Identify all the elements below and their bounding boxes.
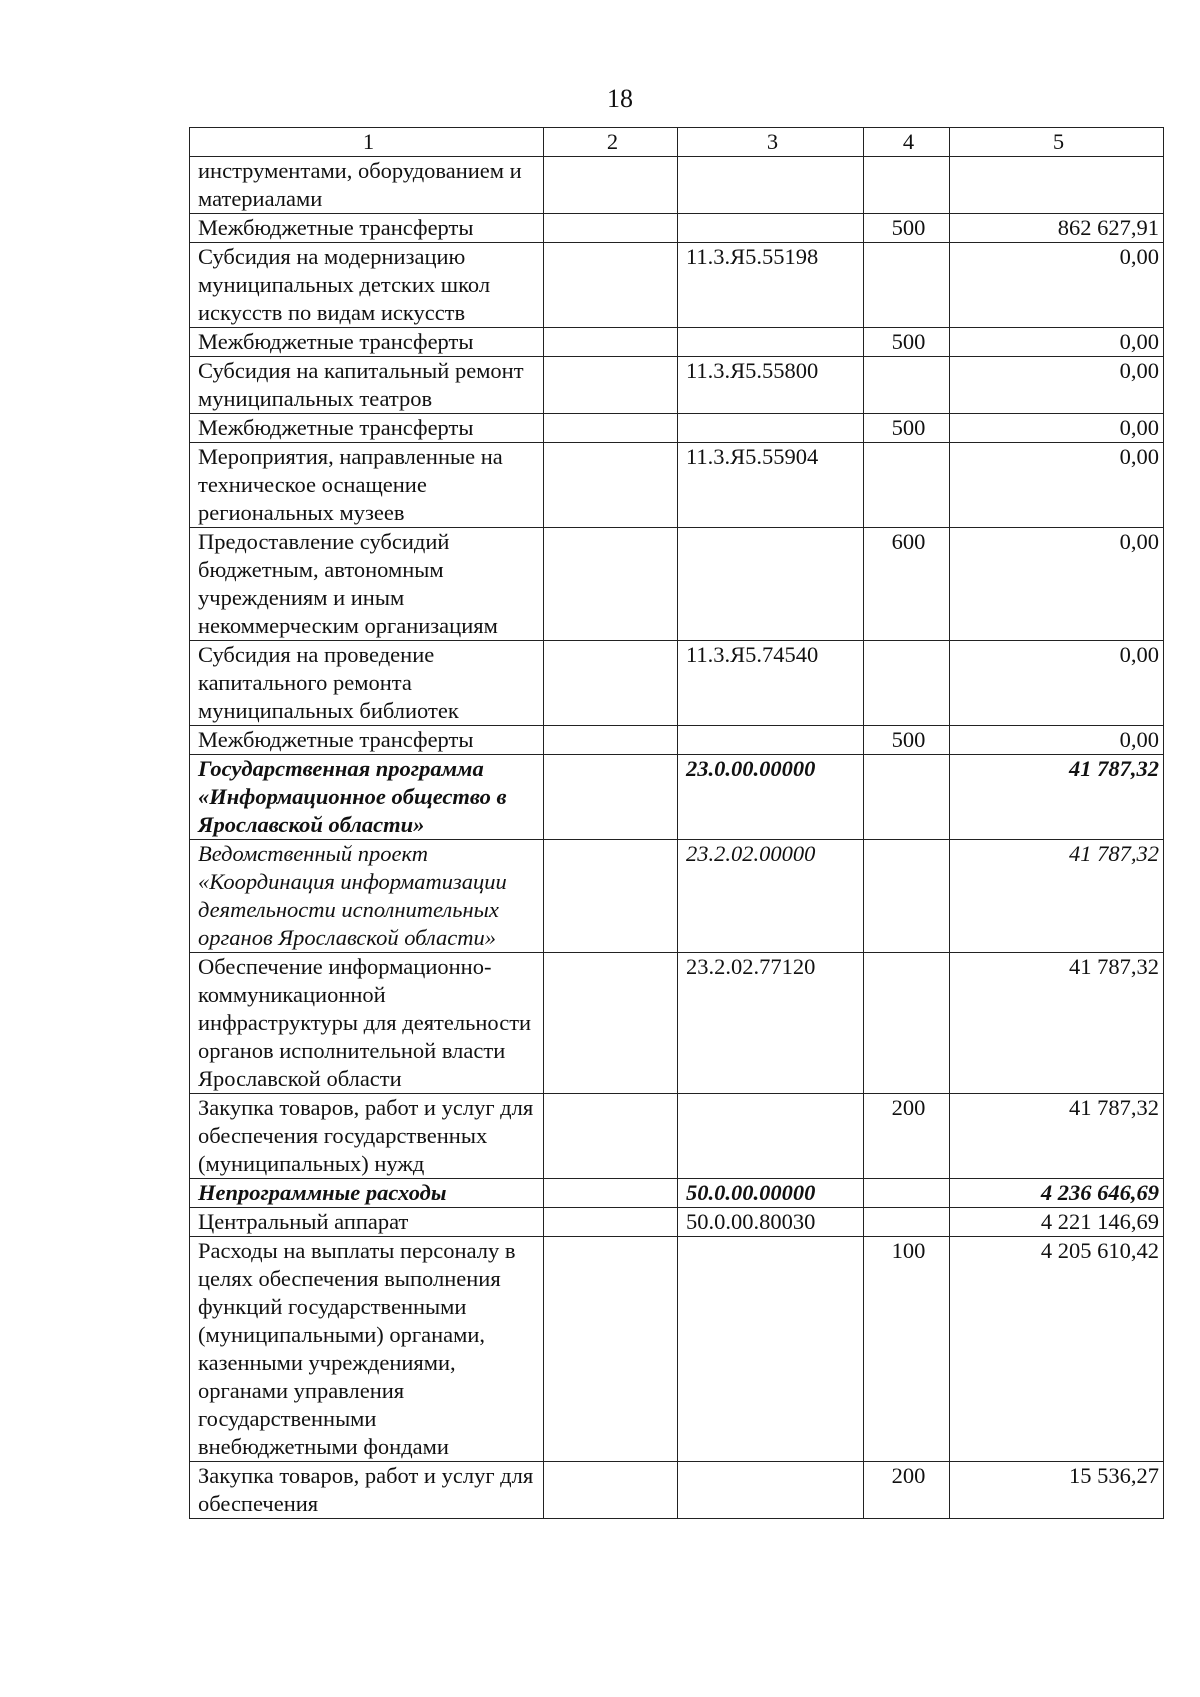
table-row: [190, 357, 1164, 414]
row-target-article: 11.3.Я5.74540: [678, 641, 864, 726]
row-expense-type: [864, 641, 950, 726]
row-section: [544, 1237, 678, 1462]
row-name: Субсидия на капитальный ремонт муниципальных театров: [190, 357, 544, 414]
row-section: [544, 357, 678, 414]
table-row: [190, 953, 1164, 1094]
row-amount: 0,00: [950, 641, 1164, 726]
row-amount: 0,00: [950, 726, 1164, 755]
row-section: [544, 641, 678, 726]
row-section: [544, 528, 678, 641]
row-target-article: [678, 726, 864, 755]
header-col-2: 2: [544, 128, 678, 157]
row-target-article: [678, 214, 864, 243]
table-row: [190, 1179, 1164, 1208]
row-target-article: [678, 1462, 864, 1519]
row-target-article: 23.2.02.77120: [678, 953, 864, 1094]
row-section: [544, 443, 678, 528]
row-expense-type: 600: [864, 528, 950, 641]
row-name: инструментами, оборудованием и материалами: [190, 157, 544, 214]
row-amount: [950, 157, 1164, 214]
row-expense-type: 500: [864, 726, 950, 755]
row-section: [544, 1179, 678, 1208]
row-amount: 0,00: [950, 357, 1164, 414]
row-expense-type: [864, 357, 950, 414]
row-name: Закупка товаров, работ и услуг для обеспечения: [190, 1462, 544, 1519]
row-section: [544, 755, 678, 840]
row-section: [544, 953, 678, 1094]
table-row: [190, 840, 1164, 953]
row-amount: 0,00: [950, 328, 1164, 357]
row-target-article: 23.2.02.00000: [678, 840, 864, 953]
budget-table: [189, 127, 1164, 1519]
row-name: Предоставление субсидий бюджетным, автономным учреждениям и иным некоммерческим организациям: [190, 528, 544, 641]
row-name: Центральный аппарат: [190, 1208, 544, 1237]
row-amount: 4 205 610,42: [950, 1237, 1164, 1462]
row-target-article: 23.0.00.00000: [678, 755, 864, 840]
page-number: 18: [607, 84, 633, 113]
row-section: [544, 1462, 678, 1519]
table-row: [190, 1237, 1164, 1462]
table-row: [190, 328, 1164, 357]
row-expense-type: [864, 840, 950, 953]
table-row: [190, 1208, 1164, 1237]
row-name: Межбюджетные трансферты: [190, 726, 544, 755]
row-target-article: 11.3.Я5.55800: [678, 357, 864, 414]
header-col-3: 3: [678, 128, 864, 157]
row-target-article: 11.3.Я5.55198: [678, 243, 864, 328]
row-target-article: 50.0.00.00000: [678, 1179, 864, 1208]
row-section: [544, 214, 678, 243]
row-expense-type: [864, 1179, 950, 1208]
row-expense-type: 500: [864, 214, 950, 243]
row-amount: 0,00: [950, 443, 1164, 528]
table-row: [190, 443, 1164, 528]
row-name: Ведомственный проект «Координация информатизации деятельности исполнительных органов Ярославской области»: [190, 840, 544, 953]
row-expense-type: 200: [864, 1462, 950, 1519]
row-name: Субсидия на модернизацию муниципальных детских школ искусств по видам искусств: [190, 243, 544, 328]
budget-table-body: [190, 128, 1164, 1519]
row-expense-type: 100: [864, 1237, 950, 1462]
row-section: [544, 1208, 678, 1237]
row-amount: 0,00: [950, 414, 1164, 443]
row-name: Межбюджетные трансферты: [190, 214, 544, 243]
row-name: Межбюджетные трансферты: [190, 414, 544, 443]
row-expense-type: [864, 443, 950, 528]
row-expense-type: [864, 953, 950, 1094]
table-row: [190, 755, 1164, 840]
row-target-article: 50.0.00.80030: [678, 1208, 864, 1237]
table-row: [190, 528, 1164, 641]
table-row: [190, 243, 1164, 328]
row-expense-type: [864, 1208, 950, 1237]
row-amount: 41 787,32: [950, 755, 1164, 840]
row-amount: 4 221 146,69: [950, 1208, 1164, 1237]
row-amount: 41 787,32: [950, 953, 1164, 1094]
row-section: [544, 726, 678, 755]
row-target-article: 11.3.Я5.55904: [678, 443, 864, 528]
row-amount: 4 236 646,69: [950, 1179, 1164, 1208]
row-amount: 0,00: [950, 243, 1164, 328]
row-name: Обеспечение информационно-коммуникационной инфраструктуры для деятельности органов исполнительной власти Ярославской области: [190, 953, 544, 1094]
row-name: Государственная программа «Информационное общество в Ярославской области»: [190, 755, 544, 840]
row-section: [544, 414, 678, 443]
row-target-article: [678, 328, 864, 357]
table-row: [190, 414, 1164, 443]
row-name: Субсидия на проведение капитального ремонта муниципальных библиотек: [190, 641, 544, 726]
row-expense-type: [864, 755, 950, 840]
row-target-article: [678, 1237, 864, 1462]
row-target-article: [678, 528, 864, 641]
row-expense-type: 200: [864, 1094, 950, 1179]
row-section: [544, 1094, 678, 1179]
table-row: [190, 214, 1164, 243]
row-section: [544, 157, 678, 214]
row-name: Закупка товаров, работ и услуг для обеспечения государственных (муниципальных) нужд: [190, 1094, 544, 1179]
row-name: Межбюджетные трансферты: [190, 328, 544, 357]
row-name: Непрограммные расходы: [190, 1179, 544, 1208]
row-amount: 41 787,32: [950, 1094, 1164, 1179]
row-section: [544, 840, 678, 953]
row-amount: 41 787,32: [950, 840, 1164, 953]
row-amount: 0,00: [950, 528, 1164, 641]
row-amount: 15 536,27: [950, 1462, 1164, 1519]
row-target-article: [678, 157, 864, 214]
table-row: [190, 1462, 1164, 1519]
row-expense-type: 500: [864, 414, 950, 443]
row-name: Мероприятия, направленные на техническое оснащение региональных музеев: [190, 443, 544, 528]
table-header-row: [190, 128, 1164, 157]
table-row: [190, 726, 1164, 755]
row-target-article: [678, 414, 864, 443]
table-row: [190, 641, 1164, 726]
row-expense-type: [864, 157, 950, 214]
header-col-5: 5: [950, 128, 1164, 157]
row-amount: 862 627,91: [950, 214, 1164, 243]
row-section: [544, 243, 678, 328]
table-row: [190, 157, 1164, 214]
row-expense-type: [864, 243, 950, 328]
table-row: [190, 1094, 1164, 1179]
row-expense-type: 500: [864, 328, 950, 357]
header-col-1: 1: [190, 128, 544, 157]
row-target-article: [678, 1094, 864, 1179]
row-name: Расходы на выплаты персоналу в целях обеспечения выполнения функций государственными (муниципальными) органами, казенными учреждениями, органами управления государственными внебюджетными фондами: [190, 1237, 544, 1462]
row-section: [544, 328, 678, 357]
header-col-4: 4: [864, 128, 950, 157]
